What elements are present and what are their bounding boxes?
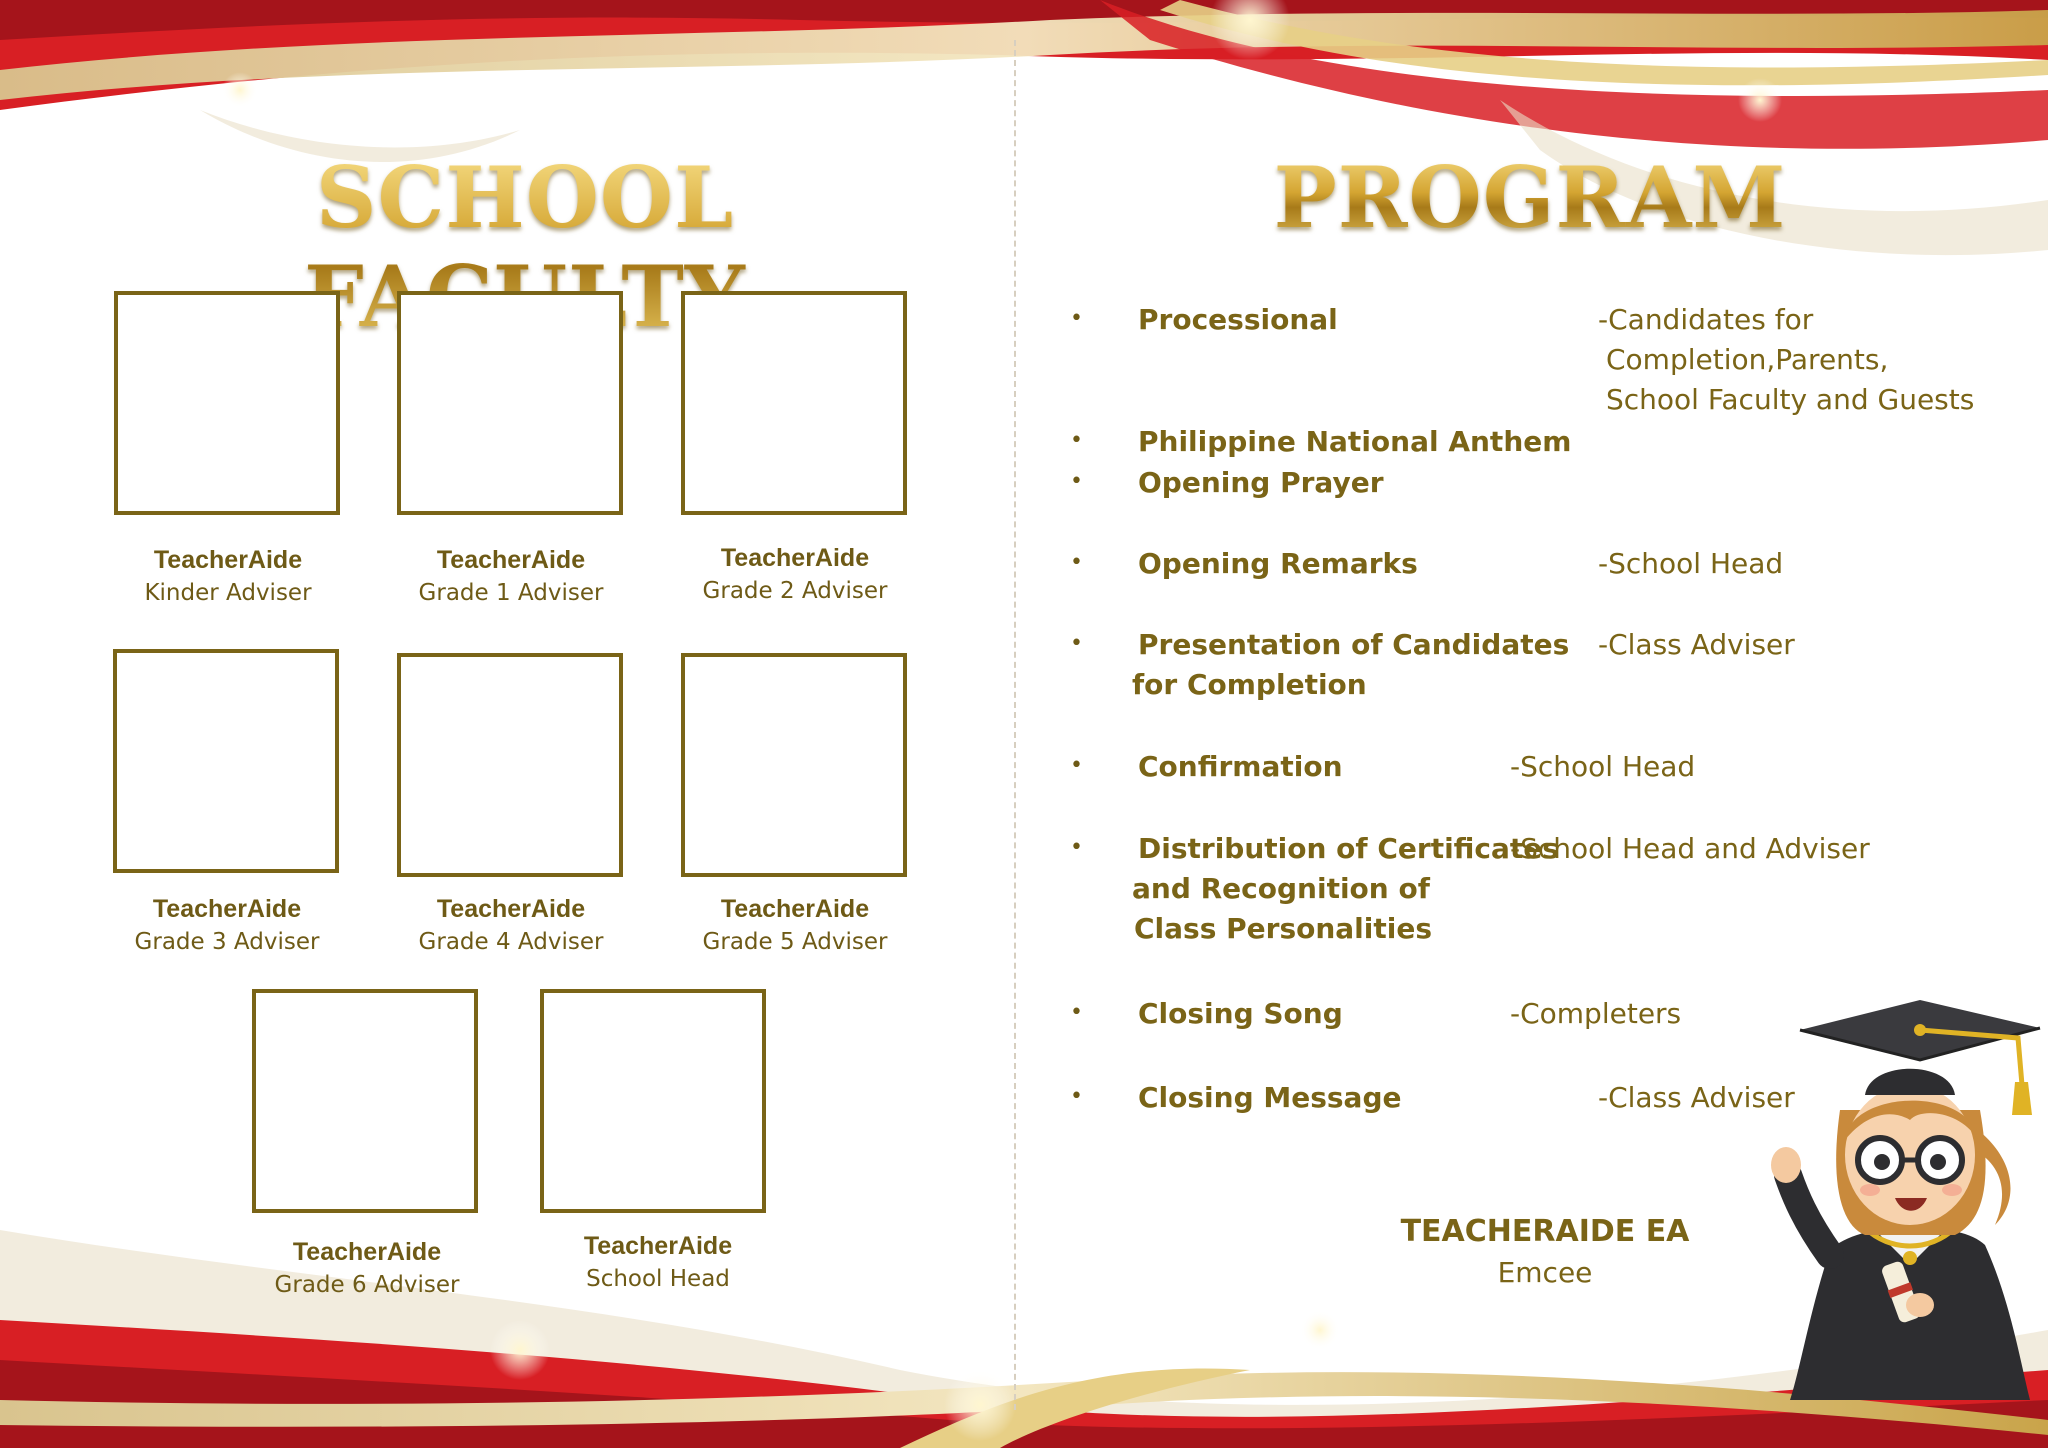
photo-frame-grade3-adviser <box>113 649 339 873</box>
bullet-icon: • <box>1070 469 1083 494</box>
program-responsible-line: Completion,Parents, <box>1606 343 1889 376</box>
photo-frame-grade5-adviser <box>681 653 907 877</box>
program-item-presentation-of-candidates <box>1132 625 1570 705</box>
program-item-processional <box>1138 300 1338 340</box>
faculty-role: Kinder Adviser <box>144 580 312 606</box>
program-item-title-line: Philippine National Anthem <box>1138 425 1572 458</box>
program-responsible-confirmation <box>1510 747 1695 787</box>
faculty-title: SCHOOL <box>120 148 930 346</box>
program-item-title-line: Opening Remarks <box>1138 547 1418 580</box>
faculty-caption-grade3-adviser <box>82 893 372 959</box>
faculty-caption-kinder-adviser <box>83 544 373 610</box>
program-responsible-distribution <box>1510 829 1870 869</box>
faculty-caption-grade5-adviser <box>650 893 940 959</box>
faculty-role: Grade 1 Adviser <box>418 580 604 606</box>
program-item-title-line: Presentation of Candidates <box>1138 628 1570 661</box>
program-responsible-presentation <box>1598 625 1795 665</box>
faculty-name: TeacherAide <box>292 1238 442 1266</box>
program-responsible-line: -Class Adviser <box>1598 628 1795 661</box>
faculty-caption-grade1-adviser <box>366 544 656 610</box>
program-item-title-line: for Completion <box>1132 668 1367 701</box>
photo-frame-grade2-adviser <box>681 291 907 515</box>
program-responsible-processional <box>1598 300 1974 420</box>
program-responsible-line: School Faculty and Guests <box>1606 383 1975 416</box>
program-responsible-line: -Completers <box>1510 997 1682 1030</box>
bullet-icon: • <box>1070 1084 1083 1109</box>
program-item-title-line: Confirmation <box>1138 750 1343 783</box>
bullet-icon: • <box>1070 753 1083 778</box>
program-item-title-line: Processional <box>1138 303 1338 336</box>
faculty-caption-grade2-adviser <box>650 542 940 608</box>
program-item-closing-song <box>1138 994 1343 1034</box>
emcee-name: TEACHERAIDE EA <box>1400 1214 1690 1249</box>
program-responsible-line: -School Head <box>1598 547 1784 580</box>
faculty-name: TeacherAide <box>720 544 870 572</box>
program-item-title-line: Class Personalities <box>1134 912 1433 945</box>
faculty-name: TeacherAide <box>583 1232 733 1260</box>
program-item-confirmation <box>1138 747 1343 787</box>
bullet-icon: • <box>1070 428 1083 453</box>
program-responsible-closing-message <box>1598 1078 1795 1118</box>
faculty-name: TeacherAide <box>720 895 870 923</box>
program-item-title-line: and Recognition of <box>1132 872 1430 905</box>
faculty-name: TeacherAide <box>152 895 302 923</box>
photo-frame-grade4-adviser <box>397 653 623 877</box>
faculty-name: TeacherAide <box>436 546 586 574</box>
photo-frame-grade1-adviser <box>397 291 623 515</box>
faculty-caption-grade4-adviser <box>366 893 656 959</box>
program-responsible-line: -School Head <box>1510 750 1696 783</box>
faculty-role: Grade 2 Adviser <box>702 578 888 604</box>
program-title: PROGRAM <box>1150 148 1910 247</box>
program-item-closing-message <box>1138 1078 1401 1118</box>
faculty-name: TeacherAide <box>436 895 586 923</box>
faculty-caption-grade6-adviser <box>222 1236 512 1302</box>
faculty-role: Grade 5 Adviser <box>702 929 888 955</box>
program-responsible-line: -Class Adviser <box>1598 1081 1795 1114</box>
program-item-opening-remarks <box>1138 544 1418 584</box>
bullet-icon: • <box>1070 835 1083 860</box>
faculty-role: School Head <box>586 1266 730 1292</box>
faculty-role: Grade 3 Adviser <box>134 929 320 955</box>
faculty-name: TeacherAide <box>153 546 303 574</box>
faculty-caption-school-head <box>513 1230 803 1296</box>
program-item-national-anthem <box>1138 422 1571 462</box>
program-item-title-line: Closing Song <box>1138 997 1343 1030</box>
photo-frame-grade6-adviser <box>252 989 478 1213</box>
program-item-title-line: Closing Message <box>1138 1081 1402 1114</box>
faculty-role: Grade 6 Adviser <box>274 1272 460 1298</box>
emcee-role: Emcee <box>1497 1256 1593 1289</box>
photo-frame-school-head <box>540 989 766 1213</box>
program-responsible-opening-remarks <box>1598 544 1783 584</box>
program-item-distribution-of-certificates <box>1132 829 1559 949</box>
faculty-role: Grade 4 Adviser <box>418 929 604 955</box>
bullet-icon: • <box>1070 306 1083 331</box>
page-fold-divider <box>1014 40 1016 1410</box>
program-item-opening-prayer <box>1138 463 1384 503</box>
program-responsible-line: -School Head and Adviser <box>1510 832 1870 865</box>
bullet-icon: • <box>1070 1000 1083 1025</box>
photo-frame-kinder-adviser <box>114 291 340 515</box>
program-item-title-line: Opening Prayer <box>1138 466 1384 499</box>
graduate-girl-illustration <box>1770 990 2048 1400</box>
program-responsible-closing-song <box>1510 994 1681 1034</box>
program-item-title-line: Distribution of Certificates <box>1138 832 1559 865</box>
program-responsible-line: -Candidates for <box>1598 303 1814 336</box>
bullet-icon: • <box>1070 631 1083 656</box>
bullet-icon: • <box>1070 550 1083 575</box>
